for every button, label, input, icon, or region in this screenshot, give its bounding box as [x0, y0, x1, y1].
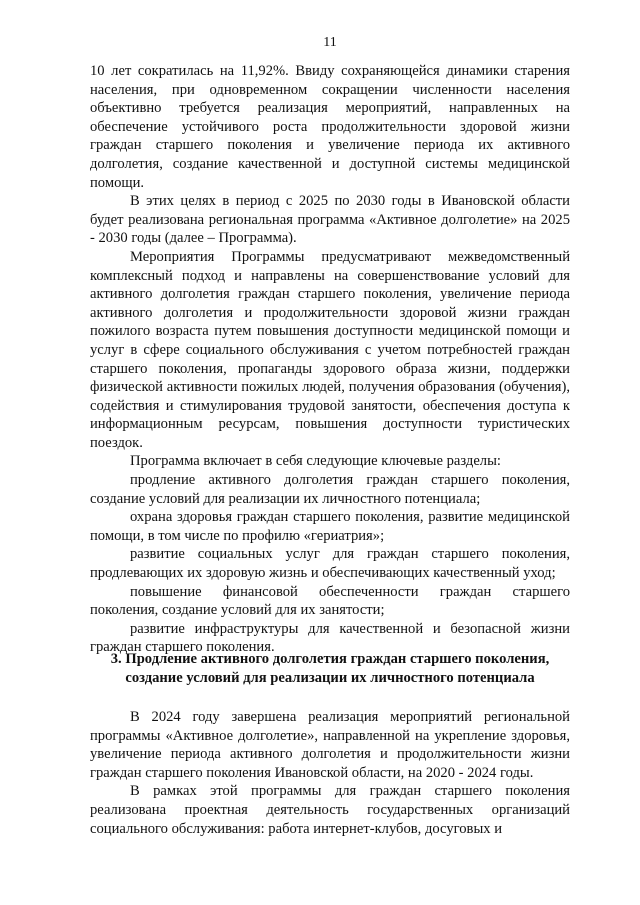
list-item-active-longevity: продление активного долголетия граждан старшего поколения, создание условий для реализации их личностного потенциала; [90, 472, 570, 507]
section-heading-line-2: создание условий для реализации их личностного потенциала [125, 669, 535, 686]
paragraph-program-period: В этих целях в период с 2025 по 2030 годы в Ивановской области будет реализована региональная программа «Активное долголетие» на 2025 - 2030 годы (далее – Программа). [90, 193, 570, 247]
body-text-before-heading [90, 62, 570, 657]
paragraph-key-sections-intro: Программа включает в себя следующие ключевые разделы: [130, 453, 501, 470]
list-item-infrastructure: развитие инфраструктуры для качественной и безопасной жизни граждан старшего поколения. [90, 620, 570, 656]
paragraph-project-activities: В рамках этой программы для граждан старшего поколения реализована проектная деятельность государственных организаций социального обслуживания: работа интернет-клубов, досуговых и [90, 783, 570, 837]
list-item-social-services: развитие социальных услуг для граждан старшего поколения, продлевающих их здоровую жизнь и обеспечивающих качественный уход; [90, 546, 570, 582]
document-page [90, 0, 570, 905]
paragraph-aging-dynamics: 10 лет сократилась на 11,92%. Ввиду сохраняющейся динамики старения населения, при одновременном сокращении численности населения объективно требуется реализация мероприятий, направленных на обеспечение устойчивого роста продолжительности здоровой жизни граждан старшего поколения и увеличение периода их активного долголетия, создание качественной и доступной системы медицинской помощи. [90, 63, 570, 191]
list-item-financial-security: повышение финансовой обеспеченности граждан старшего поколения, создание условий для их занятости; [90, 583, 570, 619]
list-item-health-protection: охрана здоровья граждан старшего поколения, развитие медицинской помощи, в том числе по профилю «гериатрия»; [90, 509, 570, 544]
page-number: 11 [323, 35, 337, 50]
section-heading-line-1: 3. Продление активного долголетия граждан старшего поколения, [110, 651, 550, 667]
paragraph-program-measures: Мероприятия Программы предусматривают межведомственный комплексный подход и направлены на совершенствование условий для активного долголетия граждан старшего поколения, увеличение периода активного долголетия и продолжительности здоровой жизни граждан пожилого возраста путем повышения доступности медицинской помощи и услуг в сфере социального обслуживания с учетом потребностей граждан старшего поколения, пропаганды здорового образа жизни, поддержки физической активности пожилых людей, получения образования (обучения), содействия и стимулирования трудовой занятости, обеспечения доступа к информационным ресурсам, повышения доступности туристических поездок. [90, 248, 570, 451]
section-heading [90, 650, 570, 687]
body-text-after-heading [90, 708, 570, 838]
paragraph-2024-completion: В 2024 году завершена реализация мероприятий региональной программы «Активное долголетие», направленной на укрепление здоровья, увеличение периода активного долголетия и продолжительности жизни граждан старшего поколения Ивановской области, на 2020 - 2024 годы. [90, 709, 570, 781]
